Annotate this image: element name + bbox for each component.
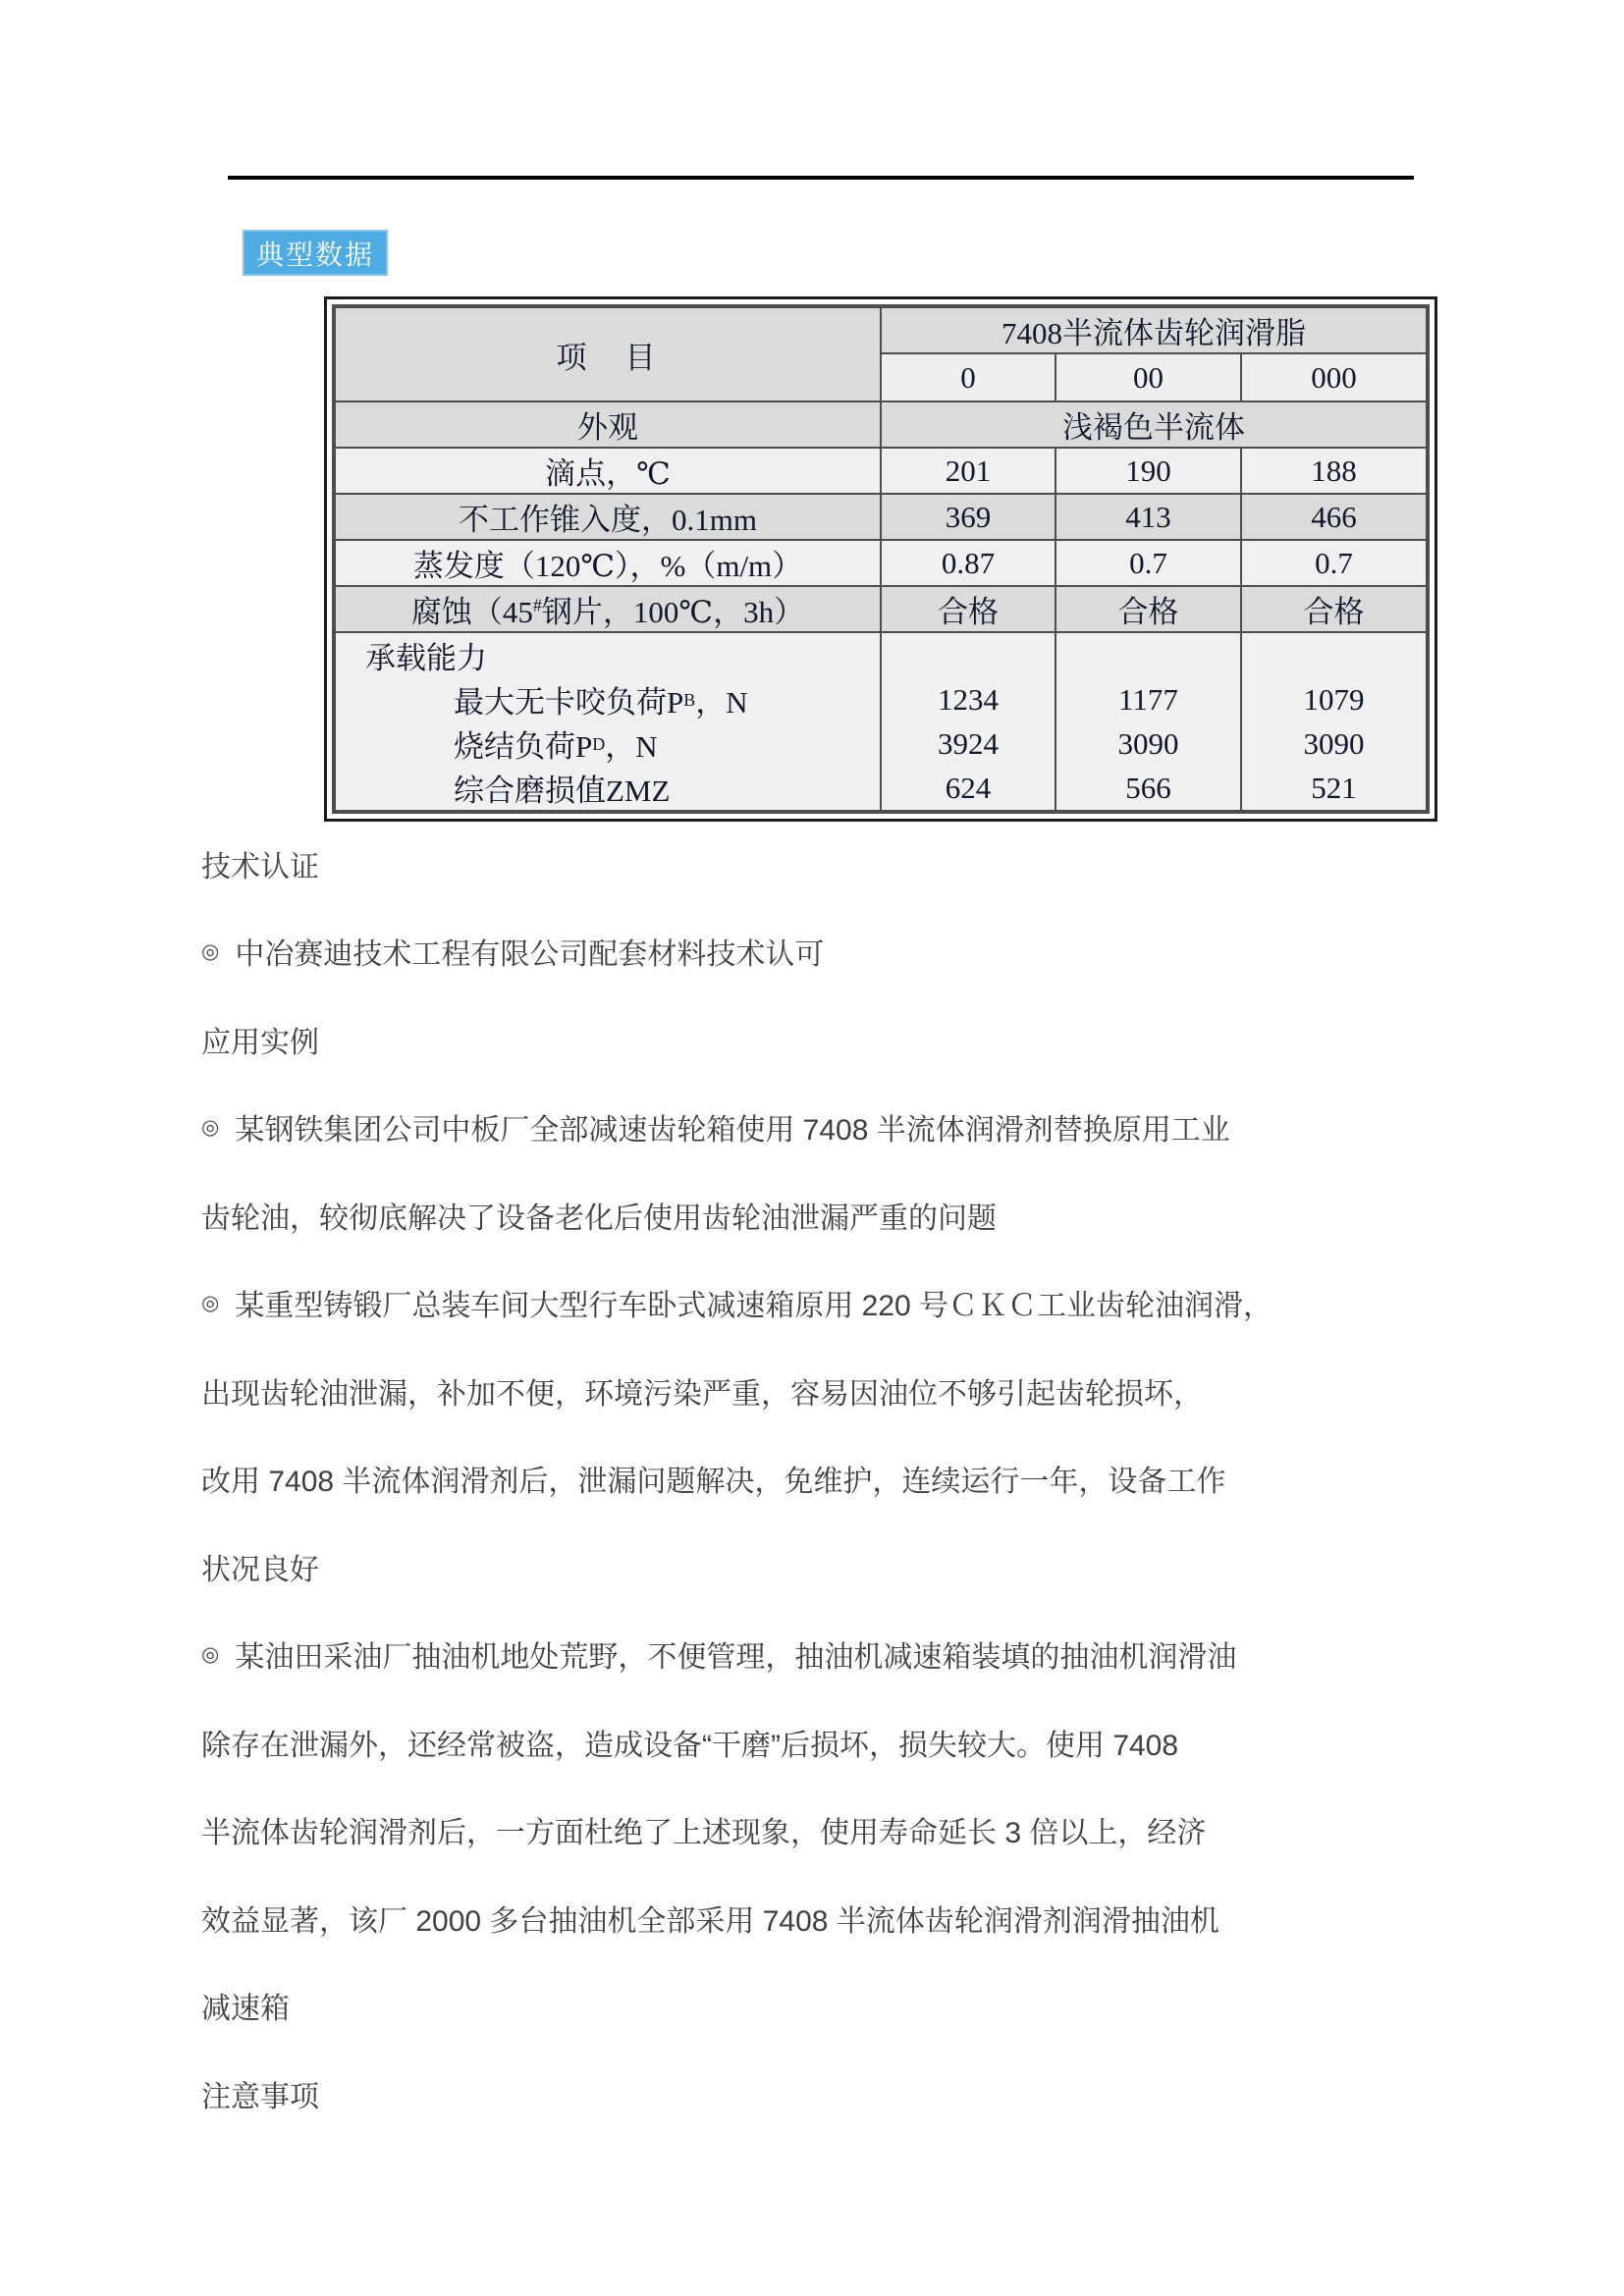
- section-badge-typical-data: [243, 230, 388, 276]
- list-item: ◎ 某重型铸锻厂总装车间大型行车卧式减速箱原用 220 号ＣＫＣ工业齿轮油润滑，: [201, 1290, 1273, 1323]
- load-label-cell: [335, 632, 881, 811]
- load-sub-label: 烧结负荷P D ，N: [454, 729, 658, 764]
- row-value: 1177: [1118, 681, 1178, 717]
- list-item-continuation: 效益显著，该厂 2000 多台抽油机全部采用 7408 半流体齿轮润滑剂润滑抽油机: [201, 1904, 1219, 1938]
- grade-000-cell: 000: [1241, 353, 1427, 401]
- row-value: 3090: [1117, 725, 1179, 761]
- table-row-corrosion: [335, 586, 1427, 632]
- list-item: ◎ 某钢铁集团公司中板厂全部减速齿轮箱使用 7408 半流体润滑剂替换原用工业: [201, 1114, 1230, 1148]
- row-value: 3924: [937, 725, 999, 761]
- table-row-load-capacity: [335, 632, 1427, 811]
- load-sub-label: 综合磨损值ZMZ: [454, 774, 671, 808]
- row-value: 合格: [1056, 586, 1241, 632]
- body-text-block: [201, 820, 1438, 2138]
- load-values-col-000: [1241, 632, 1427, 811]
- row-value: 188: [1241, 448, 1427, 494]
- section-heading-precautions: 注意事项: [201, 2080, 319, 2113]
- product-header-cell: 7408半流体齿轮润滑脂: [881, 307, 1427, 353]
- spec-table-inner-frame: [332, 304, 1430, 814]
- row-label: 蒸发度（120℃），%（m/m）: [335, 540, 881, 586]
- bullseye-bullet-icon: ◎: [201, 1291, 220, 1314]
- load-sub-label: 最大无卡咬负荷P B ，N: [454, 685, 748, 720]
- load-values-col-0: [881, 632, 1056, 811]
- row-value: 521: [1311, 770, 1357, 805]
- grade-0-cell: 0: [881, 353, 1056, 401]
- list-item: ◎ 某油田采油厂抽油机地处荒野，不便管理，抽油机减速箱装填的抽油机润滑油: [201, 1641, 1237, 1675]
- row-value: 1234: [937, 681, 999, 717]
- item-header-cell: 项 目: [335, 307, 881, 401]
- grade-00-cell: 00: [1056, 353, 1241, 401]
- list-item: ◎ 中冶赛迪技术工程有限公司配套材料技术认可: [201, 938, 825, 972]
- row-value: 合格: [1241, 586, 1427, 632]
- row-value: 369: [881, 494, 1056, 540]
- row-value: 624: [945, 770, 992, 805]
- bullseye-bullet-icon: ◎: [201, 939, 220, 963]
- row-value: 466: [1241, 494, 1427, 540]
- bullseye-bullet-icon: ◎: [201, 1642, 220, 1666]
- list-item-continuation: 状况良好: [201, 1553, 319, 1586]
- bullseye-bullet-icon: ◎: [201, 1115, 220, 1139]
- table-row-appearance: [335, 401, 1427, 448]
- row-label: 不工作锥入度，0.1mm: [335, 494, 881, 540]
- load-values-col-00: [1056, 632, 1241, 811]
- spec-table-frame: [324, 296, 1437, 822]
- row-value: 566: [1125, 770, 1171, 805]
- load-title: 承载能力: [365, 641, 487, 675]
- superscript: #: [532, 595, 542, 615]
- list-item-continuation: 减速箱: [201, 1993, 290, 2026]
- list-item-continuation: 除存在泄漏外，还经常被盗，造成设备“干磨”后损坏，损失较大。使用 7408: [201, 1729, 1179, 1762]
- row-value: 0.87: [881, 540, 1056, 586]
- table-row-evaporation: [335, 540, 1427, 586]
- list-item-continuation: 齿轮油，较彻底解决了设备老化后使用齿轮油泄漏严重的问题: [201, 1201, 997, 1235]
- table-row-penetration: [335, 494, 1427, 540]
- top-horizontal-rule: [228, 176, 1414, 180]
- row-value: 201: [881, 448, 1056, 494]
- section-heading-tech-cert: 技术认证: [201, 850, 319, 883]
- row-value: 1079: [1303, 681, 1365, 717]
- row-value: 0.7: [1056, 540, 1241, 586]
- row-label: 滴点，℃: [335, 448, 881, 494]
- row-value: 190: [1056, 448, 1241, 494]
- section-heading-application-examples: 应用实例: [201, 1026, 319, 1059]
- list-item-continuation: 出现齿轮油泄漏，补加不便，环境污染严重，容易因油位不够引起齿轮损坏，: [201, 1377, 1203, 1411]
- row-value: 3090: [1303, 725, 1365, 761]
- row-value: 413: [1056, 494, 1241, 540]
- row-value: 合格: [881, 586, 1056, 632]
- list-item-continuation: 改用 7408 半流体润滑剂后，泄漏问题解决，免维护，连续运行一年，设备工作: [201, 1466, 1226, 1499]
- spec-table: [334, 306, 1428, 812]
- list-item-continuation: 半流体齿轮润滑剂后，一方面杜绝了上述现象，使用寿命延长 3 倍以上，经济: [201, 1817, 1207, 1850]
- row-value-span: 浅褐色半流体: [881, 401, 1427, 448]
- row-label: 腐蚀（45#钢片，100℃，3h）: [335, 586, 881, 632]
- section-badge-label: 典型数据: [255, 239, 374, 270]
- row-label: 外观: [335, 401, 881, 448]
- row-value: 0.7: [1241, 540, 1427, 586]
- table-row-drop-point: [335, 448, 1427, 494]
